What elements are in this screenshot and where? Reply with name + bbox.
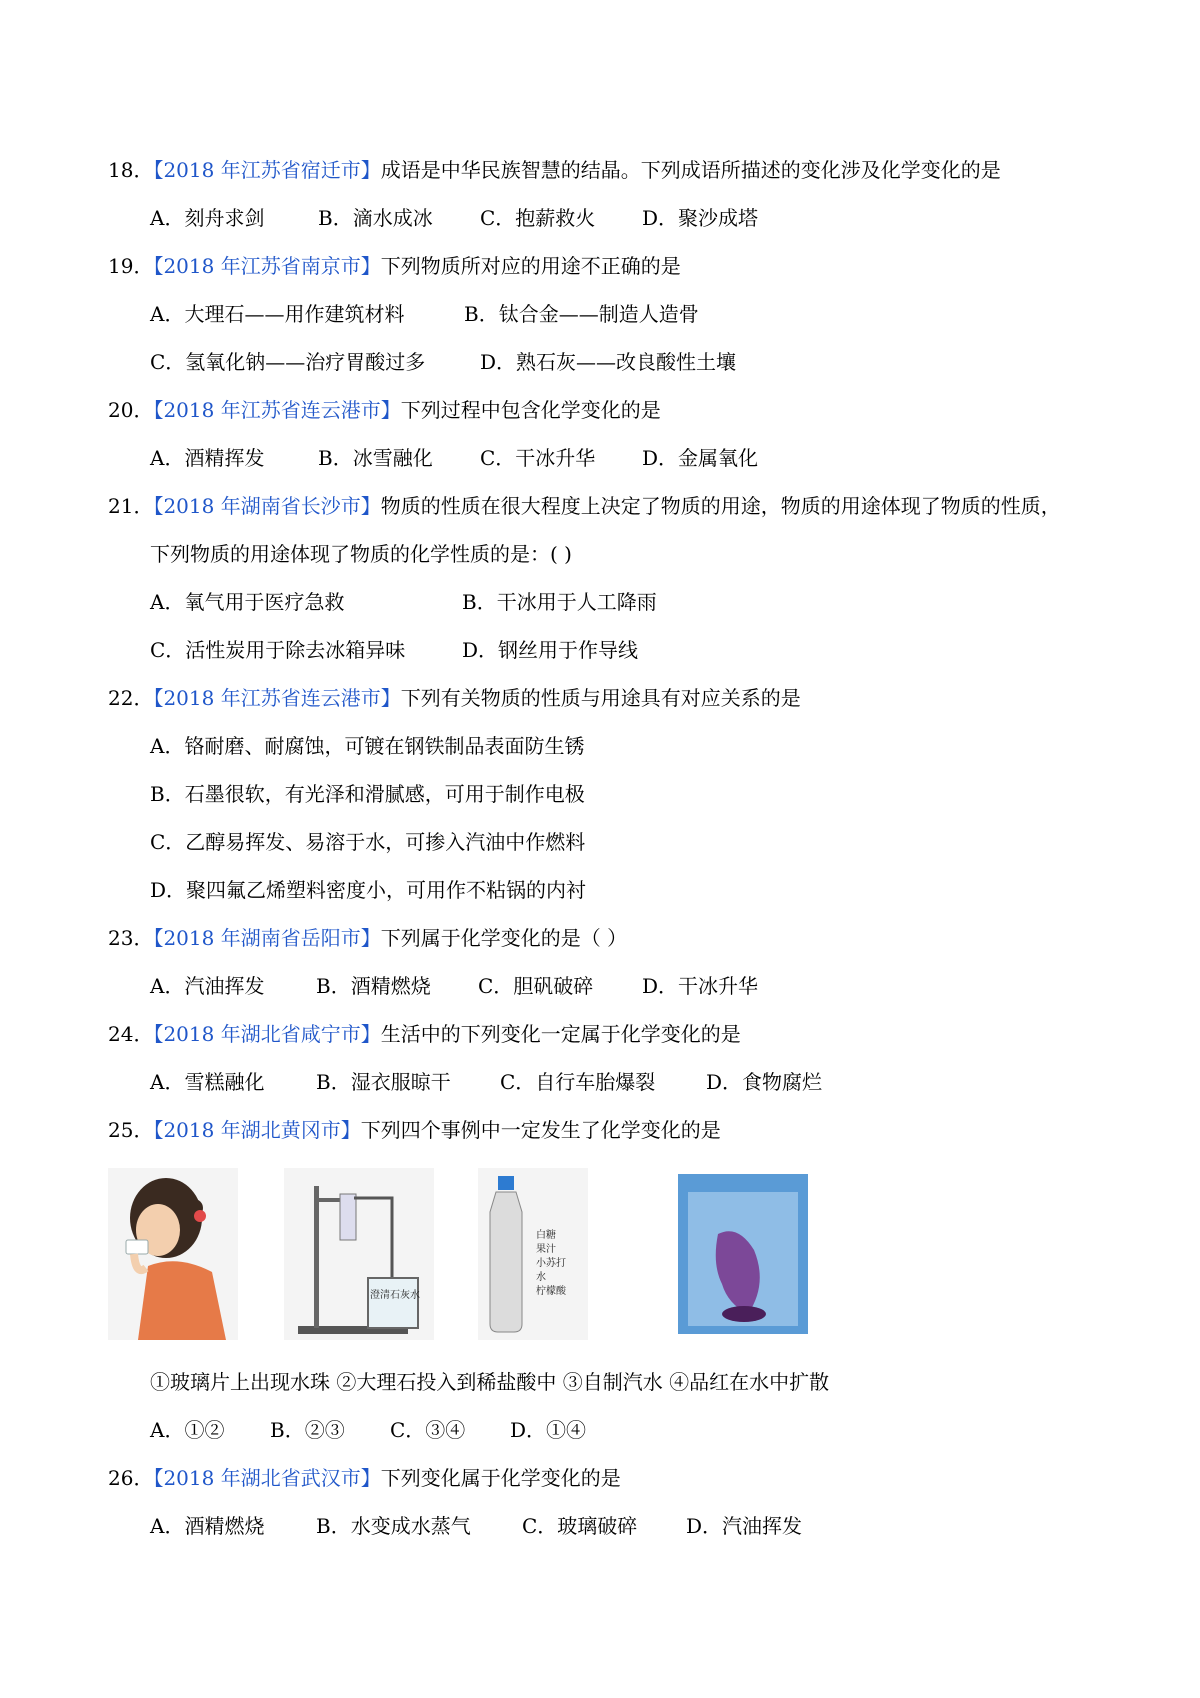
option-b: B．滴水成冰 bbox=[318, 206, 433, 230]
question-23-stem bbox=[108, 924, 627, 952]
question-text: 成语是中华民族智慧的结晶。下列成语所描述的变化涉及化学变化的是 bbox=[380, 158, 1001, 182]
dye-diffusion-figure bbox=[678, 1168, 808, 1340]
option-c: C．胆矾破碎 bbox=[478, 974, 594, 998]
option-c: C．干冰升华 bbox=[480, 446, 596, 470]
question-text: 下列过程中包含化学变化的是 bbox=[400, 398, 661, 422]
option-c: C．③④ bbox=[390, 1418, 466, 1442]
question-22-stem bbox=[108, 684, 801, 712]
question-25-figure-caption: ①玻璃片上出现水珠 ②大理石投入到稀盐酸中 ③自制汽水 ④品红在水中扩散 bbox=[150, 1370, 830, 1394]
option-c: C．乙醇易挥发、易溶于水，可掺入汽油中作燃料 bbox=[150, 830, 586, 854]
question-21-stem bbox=[108, 492, 1061, 520]
question-25-figure bbox=[108, 1168, 808, 1340]
question-number: 23． bbox=[108, 926, 154, 950]
question-number: 19． bbox=[108, 254, 154, 278]
option-d: D．汽油挥发 bbox=[686, 1514, 803, 1538]
option-a: A．刻舟求剑 bbox=[150, 206, 265, 230]
question-text: 下列物质所对应的用途不正确的是 bbox=[380, 254, 681, 278]
question-source: 【2018 年湖北黄冈市】 bbox=[153, 1118, 361, 1142]
question-source: 【2018 年湖南省长沙市】 bbox=[153, 494, 381, 518]
question-19-stem bbox=[108, 252, 681, 280]
option-b: B．钛合金——制造人造骨 bbox=[464, 302, 699, 326]
question-source: 【2018 年江苏省宿迁市】 bbox=[153, 158, 381, 182]
question-18-stem bbox=[108, 156, 1001, 184]
option-d: D．聚沙成塔 bbox=[642, 206, 759, 230]
option-a: A．大理石——用作建筑材料 bbox=[150, 302, 405, 326]
lime-water-label: 澄清石灰水 bbox=[370, 1290, 420, 1301]
question-21-stem-continued: 下列物质的用途体现了物质的化学性质的是：( ) bbox=[150, 542, 572, 566]
option-b: B．冰雪融化 bbox=[318, 446, 433, 470]
option-b: B．酒精燃烧 bbox=[316, 974, 431, 998]
question-source: 【2018 年湖北省武汉市】 bbox=[153, 1466, 381, 1490]
option-c: C．抱薪救火 bbox=[480, 206, 596, 230]
question-text: 生活中的下列变化一定属于化学变化的是 bbox=[380, 1022, 741, 1046]
question-24-stem bbox=[108, 1020, 741, 1048]
question-26-stem bbox=[108, 1464, 621, 1492]
option-b: B．石墨很软，有光泽和滑腻感，可用于制作电极 bbox=[150, 782, 585, 806]
option-b: B．水变成水蒸气 bbox=[316, 1514, 471, 1538]
question-source: 【2018 年湖北省咸宁市】 bbox=[153, 1022, 381, 1046]
question-number: 20． bbox=[108, 398, 154, 422]
bottle-label: 果汁 bbox=[536, 1244, 556, 1255]
bottle-label: 小苏打 bbox=[536, 1258, 566, 1269]
question-number: 18． bbox=[108, 158, 154, 182]
bottle-label: 水 bbox=[536, 1272, 546, 1283]
bottle-label: 柠檬酸 bbox=[536, 1286, 566, 1297]
option-d: D．干冰升华 bbox=[642, 974, 759, 998]
question-25-stem bbox=[108, 1116, 721, 1144]
question-source: 【2018 年湖南省岳阳市】 bbox=[153, 926, 381, 950]
option-a: A．①② bbox=[150, 1418, 225, 1442]
question-source: 【2018 年江苏省连云港市】 bbox=[153, 398, 401, 422]
option-a: A．氧气用于医疗急救 bbox=[150, 590, 345, 614]
option-b: B．②③ bbox=[270, 1418, 345, 1442]
option-a: A．雪糕融化 bbox=[150, 1070, 265, 1094]
option-c: C．玻璃破碎 bbox=[522, 1514, 638, 1538]
option-a: A．汽油挥发 bbox=[150, 974, 265, 998]
question-number: 24． bbox=[108, 1022, 154, 1046]
option-d: D．聚四氟乙烯塑料密度小，可用作不粘锅的内衬 bbox=[150, 878, 587, 902]
question-20-stem bbox=[108, 396, 661, 424]
question-number: 21． bbox=[108, 494, 154, 518]
question-number: 26． bbox=[108, 1466, 154, 1490]
option-d: D．钢丝用于作导线 bbox=[462, 638, 639, 662]
girl-breathing-on-glass-figure bbox=[108, 1168, 238, 1340]
option-d: D．熟石灰——改良酸性土壤 bbox=[480, 350, 737, 374]
option-a: A．酒精挥发 bbox=[150, 446, 265, 470]
option-b: B．湿衣服晾干 bbox=[316, 1070, 451, 1094]
homemade-soda-bottle-figure bbox=[478, 1168, 588, 1340]
option-d: D．食物腐烂 bbox=[706, 1070, 823, 1094]
question-text: 下列四个事例中一定发生了化学变化的是 bbox=[360, 1118, 721, 1142]
question-text: 物质的性质在很大程度上决定了物质的用途，物质的用途体现了物质的性质， bbox=[380, 494, 1061, 518]
option-d: D．①④ bbox=[510, 1418, 587, 1442]
question-source: 【2018 年江苏省南京市】 bbox=[153, 254, 381, 278]
question-number: 22． bbox=[108, 686, 154, 710]
question-text: 下列变化属于化学变化的是 bbox=[380, 1466, 621, 1490]
question-source: 【2018 年江苏省连云港市】 bbox=[153, 686, 401, 710]
option-c: C．自行车胎爆裂 bbox=[500, 1070, 656, 1094]
lime-water-apparatus-figure bbox=[284, 1168, 434, 1340]
question-number: 25． bbox=[108, 1118, 154, 1142]
question-text: 下列属于化学变化的是（ ） bbox=[380, 926, 628, 950]
option-c: C．活性炭用于除去冰箱异味 bbox=[150, 638, 406, 662]
bottle-label: 白糖 bbox=[536, 1230, 556, 1241]
option-d: D．金属氧化 bbox=[642, 446, 759, 470]
question-text: 下列有关物质的性质与用途具有对应关系的是 bbox=[400, 686, 801, 710]
option-c: C．氢氧化钠——治疗胃酸过多 bbox=[150, 350, 426, 374]
option-a: A．铬耐磨、耐腐蚀，可镀在钢铁制品表面防生锈 bbox=[150, 734, 585, 758]
option-b: B．干冰用于人工降雨 bbox=[462, 590, 657, 614]
option-a: A．酒精燃烧 bbox=[150, 1514, 265, 1538]
